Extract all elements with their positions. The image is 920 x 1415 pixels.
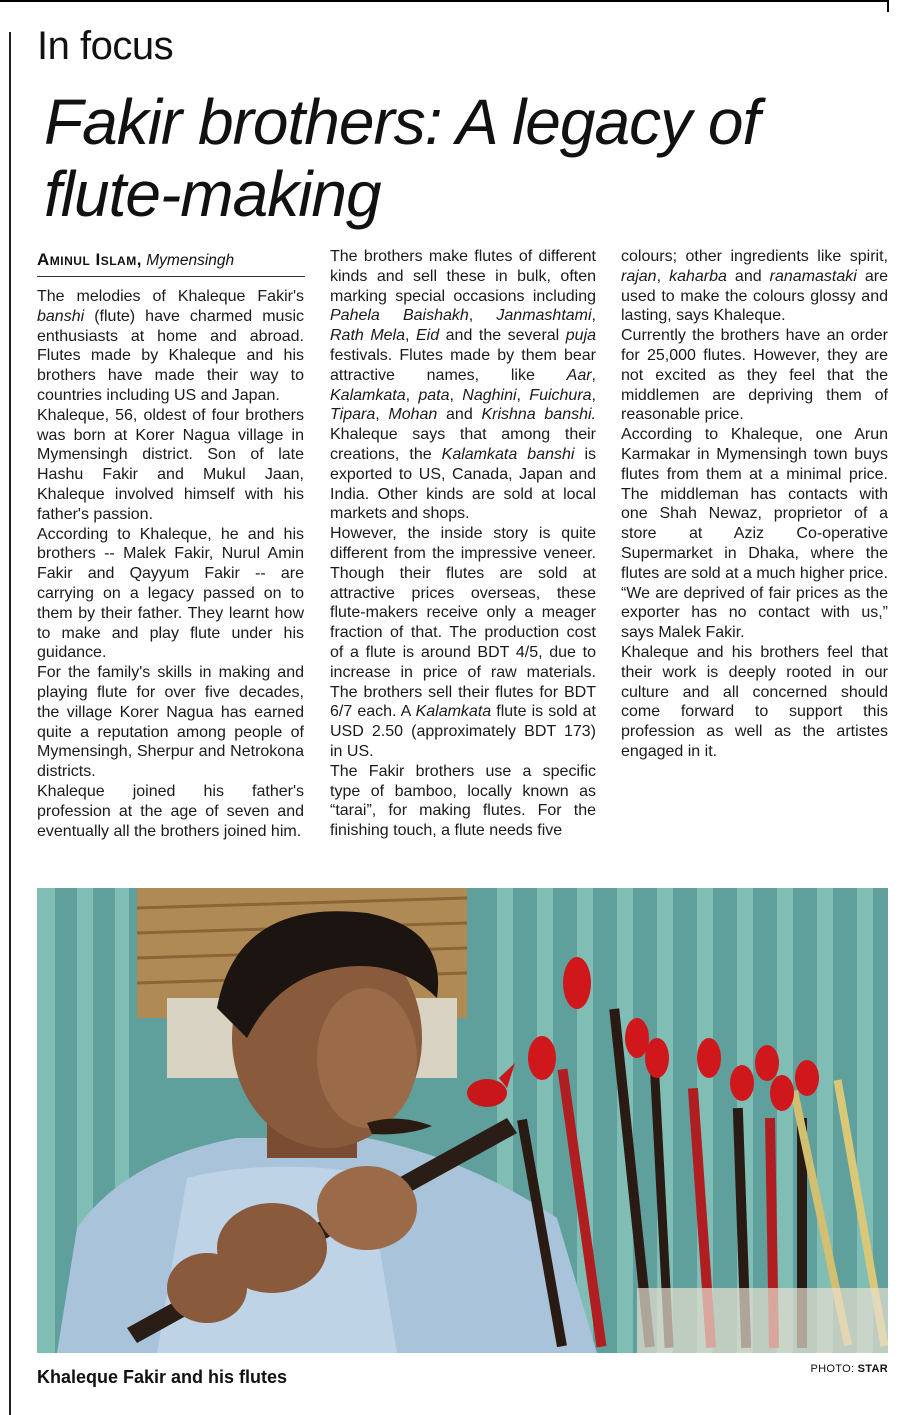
paragraph: colours; other ingredients like spirit, rajan, kaharba and ranamastaki are used to make the colours glossy and lasting, says Khaleque. <box>621 248 888 325</box>
paragraph: The melodies of Khaleque Fakir's banshi (flute) have charmed music enthusiasts at home and abroad. Flutes made by Khaleque and his brothers have made their way to countries including US and Japan. <box>37 288 304 404</box>
byline-location: Mymensingh <box>146 252 235 269</box>
right-edge-rule <box>887 0 889 12</box>
paragraph: However, the inside story is quite different from the impressive veneer. Though their flutes are sold at attractive prices overseas, these flute-makers receive only a meager fraction of that. The production cost of a flute is around BDT 4/5, due to increase in price of raw materials. The brothers sell their flutes for BDT 6/7 each. A Kalamkata flute is sold at USD 2.50 (approximately BDT 173) in US. <box>330 525 597 760</box>
article-column-1 <box>37 287 304 841</box>
byline <box>37 250 307 270</box>
paragraph: The Fakir brothers use a specific type of bamboo, locally known as “tarai”, for making flutes. For the finishing touch, a flute needs five <box>330 762 596 840</box>
photo-caption: Khaleque Fakir and his flutes <box>37 1367 288 1387</box>
top-rule <box>0 0 888 2</box>
paragraph: Currently the brothers have an order for 25,000 flutes. However, they are not excited as they feel that the middlemen are depriving them of reasonable price. <box>621 327 888 424</box>
paragraph: According to Khaleque, one Arun Karmakar in Mymensingh town buys flutes from them at a minimal price. The middleman has contacts with one Shah Newaz, proprietor of a store at Aziz Co-operative Supermarket in Dhaka, where the flutes are sold at a much higher price. “We are deprived of fair prices as the exporter has no contact with us,” says Malek Fakir. <box>621 426 888 642</box>
paragraph: Khaleque, 56, oldest of four brothers was born at Korer Nagua village in Mymensingh district. Son of late Hashu Fakir and Mukul Jaan, Khaleque involved himself with his father's passion. <box>37 406 304 523</box>
paragraph: Khaleque joined his father's profession at the age of seven and eventually all the brothers joined him. <box>37 782 304 840</box>
headline: Fakir brothers: A legacy of flute-making <box>44 86 760 230</box>
paragraph: The brothers make flutes of different kinds and sell these in bulk, often marking special occasions including Pahela Baishakh, Janmashtami, Rath Mela, Eid and the several puja festivals. Flutes made by them bear attractive names, like Aar, Kalamkata, pata, Naghini, Fuichura, Tipara, Mohan and Krishna banshi. Khaleque says that among their creations, the Kalamkata banshi is exported to US, Canada, Japan and India. Other kinds are sold at local markets and shops. <box>330 248 597 523</box>
paragraph: For the family's skills in making and playing flute for over five decades, the village Korer Nagua has earned quite a reputation among people of Mymensingh, Sherpur and Netrokona districts. <box>37 664 304 781</box>
article-column-3 <box>621 247 888 762</box>
left-margin-rule <box>9 32 11 1415</box>
paragraph: Khaleque and his brothers feel that their work is deeply rooted in our culture and all concerned should come forward to support this profession as well as the artistes engaged in it. <box>621 643 888 760</box>
byline-author: Aminul Islam, <box>37 250 142 269</box>
article-photo <box>37 888 888 1353</box>
photo-credit: PHOTO: STAR <box>810 1363 888 1375</box>
paragraph: According to Khaleque, he and his brothers -- Malek Fakir, Nurul Amin Fakir and Qayyum Fakir -- are carrying on a legacy passed on to them by their father. They learnt how to make and play flute under his guidance. <box>37 525 304 662</box>
byline-divider <box>37 276 305 277</box>
section-label: In focus <box>37 24 174 68</box>
article-column-2 <box>330 247 596 841</box>
